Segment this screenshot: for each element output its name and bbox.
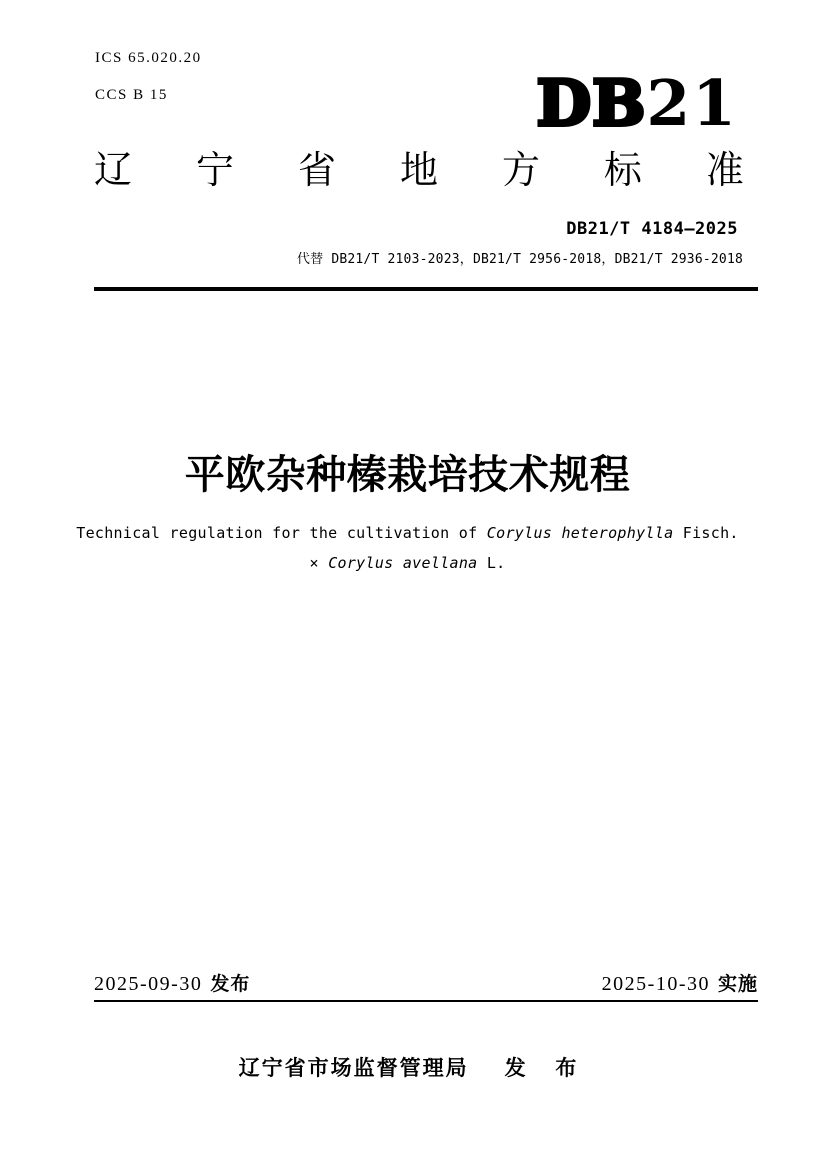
implementation-label: 实施 [717,974,758,995]
header-rule [94,287,758,291]
logo-number-text: 21 [646,66,738,140]
standard-name-char: 标 [603,150,642,192]
latin-species-name: Corylus avellana [328,554,478,572]
standard-name-char: 地 [399,150,438,192]
implementation-date-group [602,969,758,996]
english-title-line-2 [0,548,815,578]
logo-db-text: DB [536,66,647,140]
document-title-english [0,518,815,578]
english-title-text: Technical regulation for the cultivation of [76,524,487,542]
ics-code: ICS 65.020.20 [95,50,202,66]
standard-name-char: 省 [297,150,336,192]
publisher-row [0,1052,815,1082]
ccs-code: CCS B 15 [95,87,168,103]
standard-number: DB21/T 4184—2025 [566,219,738,239]
english-title-text: L. [477,554,506,572]
standard-name-char: 辽 [94,150,133,192]
english-title-text: Fisch. [673,524,739,542]
issue-date: 2025-09-30 [94,973,203,995]
latin-species-name: Corylus heterophylla [486,524,674,542]
document-title-chinese: 平欧杂种榛栽培技术规程 [184,453,631,497]
publisher-name: 辽宁省市场监督管理局 [238,1057,469,1080]
standard-name [94,149,744,193]
issue-date-group [94,969,250,996]
date-row [94,969,758,1002]
hybrid-cross-sign: × [309,554,329,572]
implementation-date: 2025-10-30 [601,973,710,995]
english-title-line-1 [0,518,815,548]
standard-name-char: 准 [705,150,744,192]
replaces-note: 代替 DB21/T 2103-2023，DB21/T 2956-2018，DB21/T 2936-2018 [296,252,743,267]
issue-label: 发布 [210,974,251,995]
standard-name-char: 宁 [195,150,234,192]
standard-name-char: 方 [501,150,540,192]
publish-label: 发 布 [504,1057,589,1080]
db21-logo [536,66,738,140]
